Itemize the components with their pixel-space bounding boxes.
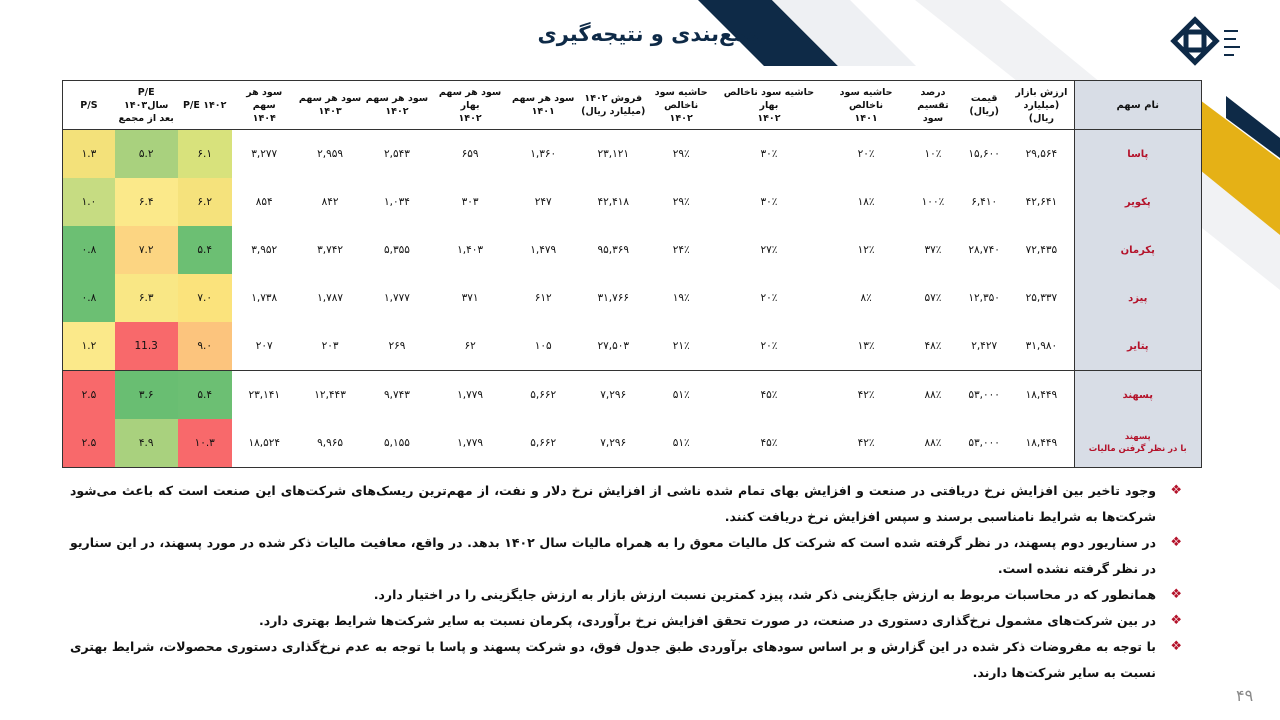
header-gm1402: حاشیه سود ناخالص ۱۴۰۲: [650, 81, 713, 130]
cell-eps1404: ۱۸,۵۲۴: [232, 419, 297, 468]
cell-payout: ۸۸٪: [907, 371, 959, 420]
cell-npm1401: ۱۸٪: [825, 178, 907, 226]
cell-ps: ۲.۵: [63, 371, 115, 420]
cell-payout: ۳۷٪: [907, 226, 959, 274]
cell-eps-spring: ۳۰۳: [430, 178, 509, 226]
cell-eps1402: ۱,۷۷۷: [364, 274, 431, 322]
cell-pe1403: ۷.۲: [115, 226, 178, 274]
cell-pe1402: ۷.۰: [178, 274, 232, 322]
cell-eps1402: ۵,۱۵۵: [364, 419, 431, 468]
cell-eps1402: ۲۶۹: [364, 322, 431, 371]
cell-ps: ۰.۸: [63, 274, 115, 322]
cell-market-cap: ۲۹,۵۶۴: [1009, 130, 1074, 179]
cell-pe1402: ۵.۴: [178, 226, 232, 274]
comparison-table: [62, 80, 1202, 468]
table-row: [63, 419, 1202, 468]
bullet-item: [70, 582, 1182, 608]
header-eps1402: سود هر سهم ۱۴۰۲: [364, 81, 431, 130]
bullet-text: با توجه به مفروضات ذکر شده در این گزارش و بر اساس سودهای برآوردی طبق جدول فوق، دو شرکت پسهند و پاسا با توجه به عدم نرخ‌گذاری دستوری محصولات، شرایط بهتری نسبت به سایر شرکت‌ها دارند.: [70, 639, 1156, 680]
table-row: [63, 322, 1202, 371]
cell-pe1403: 11.3: [115, 322, 178, 371]
cell-eps-spring: ۱,۴۰۳: [430, 226, 509, 274]
header-payout: درصد تقسیم سود: [907, 81, 959, 130]
stock-name: پکرمان: [1074, 226, 1201, 274]
cell-pe1402: ۱۰.۳: [178, 419, 232, 468]
cell-price: ۶,۴۱۰: [959, 178, 1009, 226]
cell-pe1402: ۶.۱: [178, 130, 232, 179]
bullet-item: [70, 530, 1182, 582]
header-market-cap: ارزش بازار (میلیارد ریال): [1009, 81, 1074, 130]
cell-gm1402: ۲۴٪: [650, 226, 713, 274]
header-npm-spring: حاشیه سود ناخالص بهار ۱۴۰۲: [713, 81, 826, 130]
cell-sales1402: ۲۳,۱۲۱: [577, 130, 650, 179]
cell-eps-spring: ۶۵۹: [430, 130, 509, 179]
cell-npm-spring: ۲۰٪: [713, 274, 826, 322]
cell-eps1402: ۹,۷۴۳: [364, 371, 431, 420]
header-eps1401: سود هر سهم ۱۴۰۱: [510, 81, 577, 130]
cell-ps: ۱.۰: [63, 178, 115, 226]
bullet-item: [70, 634, 1182, 686]
diamond-bullet-icon: ❖: [1170, 483, 1182, 498]
header-npm1401: حاشیه سود ناخالص ۱۴۰۱: [825, 81, 907, 130]
cell-npm1401: ۴۲٪: [825, 371, 907, 420]
diamond-bullet-icon: ❖: [1170, 587, 1182, 602]
cell-price: ۲۸,۷۴۰: [959, 226, 1009, 274]
diamond-bullet-icon: ❖: [1170, 639, 1182, 654]
bullet-text: در بین شرکت‌های مشمول نرخ‌گذاری دستوری در صنعت، در صورت تحقق افزایش نرخ برآوردی، پکرمان نسبت به سایر شرکت‌ها شرایط بهتری دارد.: [259, 613, 1156, 628]
table-row: [63, 178, 1202, 226]
cell-price: ۱۵,۶۰۰: [959, 130, 1009, 179]
cell-eps1401: ۱,۳۶۰: [510, 130, 577, 179]
cell-eps1403: ۹,۹۶۵: [297, 419, 364, 468]
cell-market-cap: ۷۲,۴۳۵: [1009, 226, 1074, 274]
header-ps: P/S: [63, 81, 115, 130]
cell-pe1402: ۹.۰: [178, 322, 232, 371]
cell-eps1404: ۳,۲۷۷: [232, 130, 297, 179]
cell-npm1401: ۲۰٪: [825, 130, 907, 179]
cell-eps1402: ۱,۰۳۴: [364, 178, 431, 226]
page-title: جمع‌بندی و نتیجه‌گیری: [537, 22, 763, 46]
diamond-bullet-icon: ❖: [1170, 535, 1182, 550]
cell-pe1403: ۵.۲: [115, 130, 178, 179]
cell-price: ۵۳,۰۰۰: [959, 419, 1009, 468]
cell-eps1404: ۱,۷۳۸: [232, 274, 297, 322]
cell-payout: ۱۰٪: [907, 130, 959, 179]
cell-market-cap: ۳۱,۹۸۰: [1009, 322, 1074, 371]
cell-eps1404: ۳,۹۵۲: [232, 226, 297, 274]
cell-npm-spring: ۲۰٪: [713, 322, 826, 371]
cell-npm1401: ۱۳٪: [825, 322, 907, 371]
cell-sales1402: ۲۷,۵۰۳: [577, 322, 650, 371]
stock-name: پاسا: [1074, 130, 1201, 179]
cell-ps: ۰.۸: [63, 226, 115, 274]
cell-pe1403: ۶.۳: [115, 274, 178, 322]
cell-eps1401: ۲۴۷: [510, 178, 577, 226]
cell-eps1403: ۱۲,۴۴۳: [297, 371, 364, 420]
cell-payout: ۵۷٪: [907, 274, 959, 322]
cell-eps1401: ۵,۶۶۲: [510, 371, 577, 420]
cell-npm-spring: ۳۰٪: [713, 178, 826, 226]
cell-market-cap: ۱۸,۴۴۹: [1009, 419, 1074, 468]
stock-name: پیزد: [1074, 274, 1201, 322]
cell-eps1404: ۲۳,۱۴۱: [232, 371, 297, 420]
header-eps1403: سود هر سهم ۱۴۰۳: [297, 81, 364, 130]
header-eps1404: سود هر سهم ۱۴۰۴: [232, 81, 297, 130]
header-eps-spring: سود هر سهم بهار ۱۴۰۲: [430, 81, 509, 130]
stock-name: پسهند با در نظر گرفتن مالیات: [1074, 419, 1201, 468]
page-number: ۴۹: [1236, 686, 1254, 705]
cell-npm-spring: ۲۷٪: [713, 226, 826, 274]
cell-eps1401: ۱۰۵: [510, 322, 577, 371]
cell-npm-spring: ۳۰٪: [713, 130, 826, 179]
diamond-bullet-icon: ❖: [1170, 613, 1182, 628]
cell-sales1402: ۷,۲۹۶: [577, 419, 650, 468]
cell-payout: ۱۰۰٪: [907, 178, 959, 226]
stock-name: پسهند: [1074, 371, 1201, 420]
bullet-item: [70, 608, 1182, 634]
cell-gm1402: ۲۱٪: [650, 322, 713, 371]
cell-eps1404: ۲۰۷: [232, 322, 297, 371]
cell-sales1402: ۹۵,۳۶۹: [577, 226, 650, 274]
bullet-text: در سناریور دوم پسهند، در نظر گرفته شده است که شرکت کل مالیات معوق را به همراه مالیات سال ۱۴۰۲ بدهد. در واقع، معافیت مالیات ذکر شده در مورد پسهند، در این سناریو در نظر گرفته نشده است.: [70, 535, 1156, 576]
cell-sales1402: ۴۲,۴۱۸: [577, 178, 650, 226]
cell-eps1401: ۵,۶۶۲: [510, 419, 577, 468]
cell-eps1402: ۵,۳۵۵: [364, 226, 431, 274]
cell-eps1402: ۲,۵۴۳: [364, 130, 431, 179]
stock-name: پتایر: [1074, 322, 1201, 371]
header-price: قیمت (ریال): [959, 81, 1009, 130]
cell-market-cap: ۴۲,۶۴۱: [1009, 178, 1074, 226]
cell-gm1402: ۲۹٪: [650, 130, 713, 179]
cell-npm-spring: ۴۵٪: [713, 371, 826, 420]
table-row: [63, 371, 1202, 420]
cell-payout: ۴۸٪: [907, 322, 959, 371]
cell-gm1402: ۱۹٪: [650, 274, 713, 322]
cell-eps1401: ۶۱۲: [510, 274, 577, 322]
cell-eps1403: ۲۰۳: [297, 322, 364, 371]
cell-ps: ۱.۲: [63, 322, 115, 371]
cell-price: ۵۳,۰۰۰: [959, 371, 1009, 420]
cell-pe1403: ۶.۴: [115, 178, 178, 226]
cell-eps-spring: ۱,۷۷۹: [430, 371, 509, 420]
cell-npm1401: ۱۲٪: [825, 226, 907, 274]
bullet-item: [70, 478, 1182, 530]
cell-eps1403: ۱,۷۸۷: [297, 274, 364, 322]
cell-eps1401: ۱,۴۷۹: [510, 226, 577, 274]
table-row: [63, 226, 1202, 274]
cell-eps-spring: ۶۲: [430, 322, 509, 371]
summary-bullets: [70, 478, 1182, 686]
table-row: [63, 130, 1202, 179]
cell-gm1402: ۲۹٪: [650, 178, 713, 226]
bullet-text: همانطور که در محاسبات مربوط به ارزش جایگزینی ذکر شد، پیزد کمترین نسبت ارزش بازار به ارزش جایگزینی را در اختیار دارد.: [373, 587, 1156, 602]
cell-eps1403: ۳,۷۴۲: [297, 226, 364, 274]
cell-eps-spring: ۳۷۱: [430, 274, 509, 322]
cell-payout: ۸۸٪: [907, 419, 959, 468]
cell-pe1402: ۶.۲: [178, 178, 232, 226]
cell-eps-spring: ۱,۷۷۹: [430, 419, 509, 468]
logo-icon: [1168, 14, 1246, 80]
cell-price: ۱۲,۳۵۰: [959, 274, 1009, 322]
table-row: [63, 274, 1202, 322]
bullet-text: وجود تاخیر بین افزایش نرخ دریافتی در صنعت و افزایش بهای تمام شده ناشی از افزایش نرخ دلار و نفت، از مهم‌ترین ریسک‌های شرکت‌های این صنعت است که باعث می‌شود شرکت‌ها به شرایط نامناسبی برسند و سپس افزایش نرخ دریافت کنند.: [70, 483, 1156, 524]
table-header-row: [63, 81, 1202, 130]
cell-eps1404: ۸۵۴: [232, 178, 297, 226]
cell-npm1401: ۴۲٪: [825, 419, 907, 468]
cell-npm1401: ۸٪: [825, 274, 907, 322]
header-sales1402: فروش ۱۴۰۲ (میلیارد ریال): [577, 81, 650, 130]
header-name: نام سهم: [1074, 81, 1201, 130]
cell-gm1402: ۵۱٪: [650, 371, 713, 420]
cell-eps1403: ۸۴۲: [297, 178, 364, 226]
cell-sales1402: ۳۱,۷۶۶: [577, 274, 650, 322]
cell-ps: ۲.۵: [63, 419, 115, 468]
cell-pe1403: ۴.۹: [115, 419, 178, 468]
cell-eps1403: ۲,۹۵۹: [297, 130, 364, 179]
cell-sales1402: ۷,۲۹۶: [577, 371, 650, 420]
cell-pe1403: ۳.۶: [115, 371, 178, 420]
stock-name: پکویر: [1074, 178, 1201, 226]
cell-pe1402: ۵.۴: [178, 371, 232, 420]
cell-market-cap: ۱۸,۴۴۹: [1009, 371, 1074, 420]
cell-npm-spring: ۴۵٪: [713, 419, 826, 468]
header-pe1402: P/E ۱۴۰۲: [178, 81, 232, 130]
cell-gm1402: ۵۱٪: [650, 419, 713, 468]
cell-ps: ۱.۳: [63, 130, 115, 179]
header-pe1403: P/E سال۱۴۰۳ بعد از مجمع: [115, 81, 178, 130]
cell-price: ۲,۴۲۷: [959, 322, 1009, 371]
cell-market-cap: ۲۵,۳۳۷: [1009, 274, 1074, 322]
